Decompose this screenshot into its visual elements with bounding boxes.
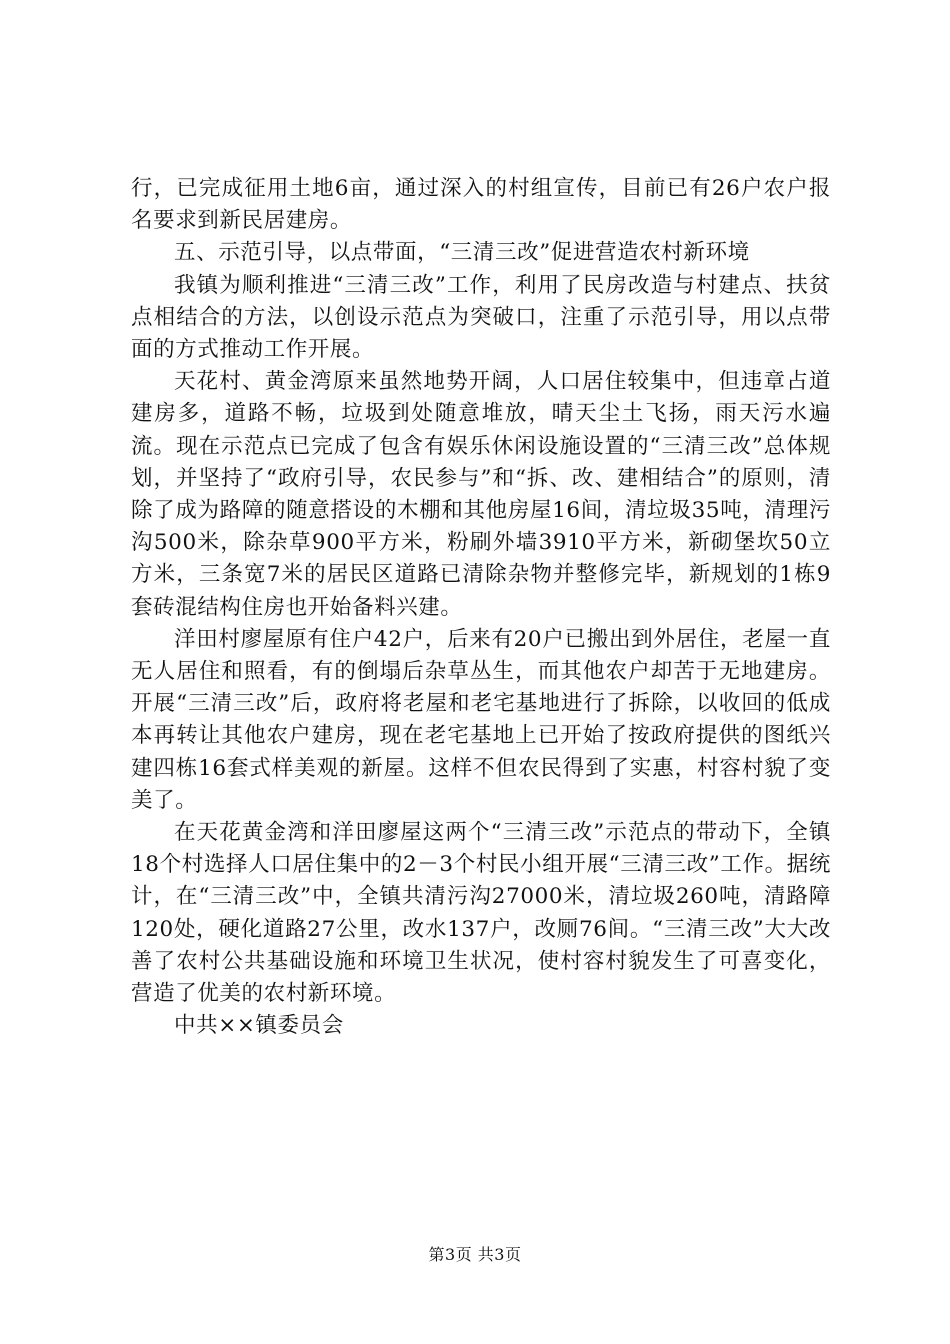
paragraph: 天花村、黄金湾原来虽然地势开阔，人口居住较集中，但违章占道建房多，道路不畅，垃圾到处随意堆放，晴天尘土飞扬，雨天污水遍流。现在示范点已完成了包含有娱乐休闲设施设置的“三清三改”总体规划，并坚持了“政府引导，农民参与”和“拆、改、建相结合”的原则，清除了成为路障的随意搭设的木棚和其他房屋16间，清垃圾35吨，清理污沟500米，除杂草900平方米，粉刷外墙3910平方米，新砌堡坎50立方米，三条宽7米的居民区道路已清除杂物并整修完毕，新规划的1栋9套砖混结构住房也开始备料兴建。	[131, 369, 831, 620]
page-number: 第3页 共3页	[428, 1245, 522, 1264]
page-footer	[0, 1245, 950, 1265]
document-body	[131, 173, 831, 1042]
paragraph: 我镇为顺利推进“三清三改”工作，利用了民房改造与村建点、扶贫点相结合的方法，以创设示范点为突破口，注重了示范引导，用以点带面的方式推动工作开展。	[131, 272, 831, 363]
paragraph: 在天花黄金湾和洋田廖屋这两个“三清三改”示范点的带动下，全镇18个村选择人口居住集中的2－3个村民小组开展“三清三改”工作。据统计，在“三清三改”中，全镇共清污沟27000米，清垃圾260吨，清路障120处，硬化道路27公里，改水137户，改厕76间。“三清三改”大大改善了农村公共基础设施和环境卫生状况，使村容村貌发生了可喜变化，营造了优美的农村新环境。	[131, 820, 831, 1007]
section-heading: 五、示范引导，以点带面，“三清三改”促进营造农村新环境	[174, 240, 750, 266]
signature-line: 中共××镇委员会	[174, 1013, 344, 1039]
paragraph-continuation: 行，已完成征用土地6亩，通过深入的村组宣传，目前已有26户农户报名要求到新民居建房。	[131, 176, 831, 234]
paragraph: 洋田村廖屋原有住户42户，后来有20户已搬出到外居住，老屋一直无人居住和照看，有的倒塌后杂草丛生，而其他农户却苦于无地建房。开展“三清三改”后，政府将老屋和老宅基地进行了拆除，以收回的低成本再转让其他农户建房，现在老宅基地上已开始了按政府提供的图纸兴建四栋16套式样美观的新屋。这样不但农民得到了实惠，村容村貌了变美了。	[131, 626, 831, 813]
